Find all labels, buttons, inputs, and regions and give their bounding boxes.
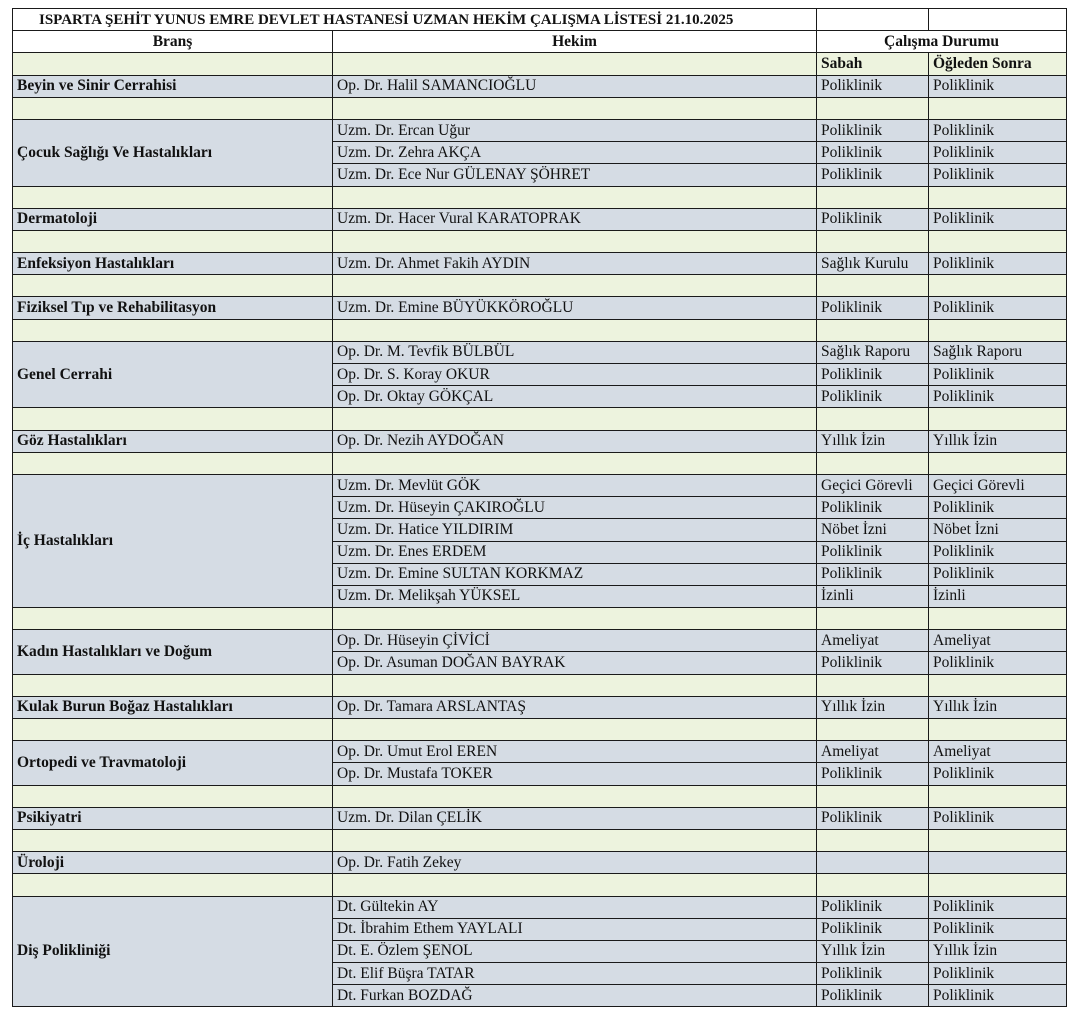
spacer-cell — [333, 230, 817, 252]
spacer-cell — [817, 319, 929, 341]
spacer-cell — [13, 785, 333, 807]
doctor-name: Op. Dr. M. Tevfik BÜLBÜL — [333, 341, 817, 363]
afternoon-status: Poliklinik — [929, 652, 1067, 674]
spacer-cell — [333, 275, 817, 297]
spacer-row — [13, 674, 1067, 696]
spacer-cell — [333, 186, 817, 208]
spacer-cell — [817, 230, 929, 252]
afternoon-status: Poliklinik — [929, 164, 1067, 186]
doctor-name: Op. Dr. Hüseyin ÇİVİCİ — [333, 630, 817, 652]
branch-name: Kulak Burun Boğaz Hastalıkları — [13, 696, 333, 718]
morning-status: Poliklinik — [817, 541, 929, 563]
title-empty-cell — [817, 9, 929, 31]
spacer-cell — [929, 608, 1067, 630]
spacer-cell — [929, 829, 1067, 851]
doctor-name: Uzm. Dr. Ahmet Fakih AYDIN — [333, 253, 817, 275]
title-empty-cell — [929, 9, 1067, 31]
spacer-cell — [817, 452, 929, 474]
spacer-cell — [929, 452, 1067, 474]
morning-status: Ameliyat — [817, 630, 929, 652]
doctor-name: Op. Dr. Umut Erol EREN — [333, 741, 817, 763]
afternoon-status: Poliklinik — [929, 364, 1067, 386]
spacer-cell — [929, 275, 1067, 297]
afternoon-status: Poliklinik — [929, 208, 1067, 230]
morning-status: Geçici Görevli — [817, 474, 929, 496]
afternoon-status: Poliklinik — [929, 763, 1067, 785]
morning-status: Poliklinik — [817, 918, 929, 940]
doctor-row — [13, 474, 1067, 496]
branch-name: Psikiyatri — [13, 807, 333, 829]
spacer-row — [13, 608, 1067, 630]
morning-status: Yıllık İzin — [817, 430, 929, 452]
spacer-cell — [929, 674, 1067, 696]
doctor-name: Dt. E. Özlem ŞENOL — [333, 940, 817, 962]
subheader-empty-cell — [13, 53, 333, 75]
doctor-name: Uzm. Dr. Enes ERDEM — [333, 541, 817, 563]
spacer-cell — [817, 408, 929, 430]
spacer-cell — [333, 874, 817, 896]
spacer-row — [13, 230, 1067, 252]
doctor-row — [13, 741, 1067, 763]
spacer-cell — [929, 719, 1067, 741]
branch-name: Enfeksiyon Hastalıkları — [13, 253, 333, 275]
doctor-row — [13, 253, 1067, 275]
spacer-cell — [817, 674, 929, 696]
afternoon-status: Ameliyat — [929, 630, 1067, 652]
spacer-cell — [13, 408, 333, 430]
morning-status: Sağlık Kurulu — [817, 253, 929, 275]
doctor-name: Op. Dr. Asuman DOĞAN BAYRAK — [333, 652, 817, 674]
afternoon-status — [929, 852, 1067, 874]
doctor-name: Dt. Gültekin AY — [333, 896, 817, 918]
doctor-row — [13, 75, 1067, 97]
morning-status: Poliklinik — [817, 807, 929, 829]
afternoon-status: Poliklinik — [929, 386, 1067, 408]
spacer-cell — [333, 674, 817, 696]
doctor-name: Uzm. Dr. Hacer Vural KARATOPRAK — [333, 208, 817, 230]
spacer-cell — [13, 829, 333, 851]
doctor-name: Uzm. Dr. Melikşah YÜKSEL — [333, 585, 817, 607]
doctor-row — [13, 807, 1067, 829]
spacer-cell — [929, 319, 1067, 341]
doctor-row — [13, 696, 1067, 718]
doctor-name: Op. Dr. Oktay GÖKÇAL — [333, 386, 817, 408]
morning-status: Poliklinik — [817, 364, 929, 386]
doctor-row — [13, 208, 1067, 230]
morning-status: Poliklinik — [817, 963, 929, 985]
spacer-cell — [13, 319, 333, 341]
afternoon-status: Sağlık Raporu — [929, 341, 1067, 363]
morning-status: Poliklinik — [817, 896, 929, 918]
doctor-name: Dt. Furkan BOZDAĞ — [333, 985, 817, 1007]
morning-status — [817, 852, 929, 874]
spacer-row — [13, 319, 1067, 341]
spacer-cell — [817, 829, 929, 851]
spacer-row — [13, 275, 1067, 297]
morning-status: Ameliyat — [817, 741, 929, 763]
morning-status: Nöbet İzni — [817, 519, 929, 541]
spacer-cell — [929, 230, 1067, 252]
afternoon-status: Poliklinik — [929, 497, 1067, 519]
spacer-cell — [929, 97, 1067, 119]
branch-name: Fiziksel Tıp ve Rehabilitasyon — [13, 297, 333, 319]
branch-name: Çocuk Sağlığı Ve Hastalıkları — [13, 119, 333, 186]
doctor-name: Dt. İbrahim Ethem YAYLALI — [333, 918, 817, 940]
doctor-name: Op. Dr. Nezih AYDOĞAN — [333, 430, 817, 452]
morning-status: Poliklinik — [817, 763, 929, 785]
afternoon-status: Yıllık İzin — [929, 940, 1067, 962]
page-title: ISPARTA ŞEHİT YUNUS EMRE DEVLET HASTANESİ UZMAN HEKİM ÇALIŞMA LİSTESİ 21.10.2025 — [13, 9, 817, 31]
morning-status: Poliklinik — [817, 297, 929, 319]
schedule-table — [12, 8, 1067, 1007]
morning-status: Yıllık İzin — [817, 940, 929, 962]
doctor-row — [13, 852, 1067, 874]
doctor-name: Op. Dr. Fatih Zekey — [333, 852, 817, 874]
spacer-cell — [333, 785, 817, 807]
doctor-name: Uzm. Dr. Mevlüt GÖK — [333, 474, 817, 496]
doctor-row — [13, 630, 1067, 652]
doctor-name: Uzm. Dr. Zehra AKÇA — [333, 142, 817, 164]
doctor-row — [13, 430, 1067, 452]
branch-name: Diş Polikliniği — [13, 896, 333, 1007]
doctor-row — [13, 896, 1067, 918]
branch-name: Üroloji — [13, 852, 333, 874]
spacer-cell — [817, 874, 929, 896]
afternoon-status: Ameliyat — [929, 741, 1067, 763]
spacer-row — [13, 719, 1067, 741]
schedule-body — [13, 9, 1067, 1007]
header-sabah: Sabah — [817, 53, 929, 75]
branch-name: Beyin ve Sinir Cerrahisi — [13, 75, 333, 97]
afternoon-status: Poliklinik — [929, 985, 1067, 1007]
afternoon-status: Yıllık İzin — [929, 696, 1067, 718]
doctor-name: Uzm. Dr. Hatice YILDIRIM — [333, 519, 817, 541]
afternoon-status: Poliklinik — [929, 253, 1067, 275]
spacer-cell — [929, 874, 1067, 896]
spacer-cell — [817, 608, 929, 630]
spacer-cell — [817, 97, 929, 119]
afternoon-status: Poliklinik — [929, 75, 1067, 97]
morning-status: Poliklinik — [817, 75, 929, 97]
afternoon-status: Poliklinik — [929, 963, 1067, 985]
branch-name: İç Hastalıkları — [13, 474, 333, 607]
morning-status: Poliklinik — [817, 208, 929, 230]
spacer-cell — [333, 97, 817, 119]
spacer-cell — [929, 408, 1067, 430]
spacer-cell — [929, 785, 1067, 807]
spacer-cell — [13, 674, 333, 696]
doctor-name: Op. Dr. Mustafa TOKER — [333, 763, 817, 785]
doctor-name: Uzm. Dr. Emine SULTAN KORKMAZ — [333, 563, 817, 585]
doctor-name: Dt. Elif Büşra TATAR — [333, 963, 817, 985]
afternoon-status: Poliklinik — [929, 142, 1067, 164]
header-calisma-durumu: Çalışma Durumu — [817, 31, 1067, 53]
spacer-cell — [817, 719, 929, 741]
spacer-cell — [13, 874, 333, 896]
subheader-row — [13, 53, 1067, 75]
spacer-cell — [13, 719, 333, 741]
spacer-row — [13, 452, 1067, 474]
spacer-row — [13, 408, 1067, 430]
subheader-empty-cell — [333, 53, 817, 75]
morning-status: Poliklinik — [817, 142, 929, 164]
branch-name: Kadın Hastalıkları ve Doğum — [13, 630, 333, 674]
afternoon-status: Poliklinik — [929, 896, 1067, 918]
header-row — [13, 31, 1067, 53]
morning-status: Poliklinik — [817, 652, 929, 674]
branch-name: Genel Cerrahi — [13, 341, 333, 408]
spacer-cell — [333, 319, 817, 341]
header-brans: Branş — [13, 31, 333, 53]
morning-status: Sağlık Raporu — [817, 341, 929, 363]
spacer-cell — [929, 186, 1067, 208]
afternoon-status: Poliklinik — [929, 918, 1067, 940]
doctor-name: Op. Dr. Tamara ARSLANTAŞ — [333, 696, 817, 718]
morning-status: Yıllık İzin — [817, 696, 929, 718]
spacer-cell — [13, 97, 333, 119]
morning-status: Poliklinik — [817, 563, 929, 585]
spacer-cell — [333, 608, 817, 630]
spacer-cell — [817, 275, 929, 297]
doctor-row — [13, 341, 1067, 363]
spacer-row — [13, 785, 1067, 807]
spacer-cell — [13, 230, 333, 252]
spacer-cell — [333, 829, 817, 851]
spacer-row — [13, 829, 1067, 851]
afternoon-status: Poliklinik — [929, 807, 1067, 829]
branch-name: Göz Hastalıkları — [13, 430, 333, 452]
doctor-name: Uzm. Dr. Emine BÜYÜKKÖROĞLU — [333, 297, 817, 319]
header-ogleden-sonra: Öğleden Sonra — [929, 53, 1067, 75]
spacer-row — [13, 874, 1067, 896]
spacer-cell — [333, 719, 817, 741]
morning-status: Poliklinik — [817, 119, 929, 141]
morning-status: İzinli — [817, 585, 929, 607]
doctor-name: Uzm. Dr. Ercan Uğur — [333, 119, 817, 141]
morning-status: Poliklinik — [817, 497, 929, 519]
spacer-cell — [13, 275, 333, 297]
doctor-name: Uzm. Dr. Hüseyin ÇAKIROĞLU — [333, 497, 817, 519]
doctor-name: Uzm. Dr. Ece Nur GÜLENAY ŞÖHRET — [333, 164, 817, 186]
doctor-name: Op. Dr. Halil SAMANCIOĞLU — [333, 75, 817, 97]
spacer-cell — [817, 186, 929, 208]
morning-status: Poliklinik — [817, 386, 929, 408]
branch-name: Dermatoloji — [13, 208, 333, 230]
spacer-cell — [333, 408, 817, 430]
spacer-cell — [817, 785, 929, 807]
spacer-cell — [13, 452, 333, 474]
spacer-cell — [13, 186, 333, 208]
afternoon-status: Poliklinik — [929, 297, 1067, 319]
afternoon-status: Poliklinik — [929, 563, 1067, 585]
spacer-cell — [13, 608, 333, 630]
morning-status: Poliklinik — [817, 985, 929, 1007]
doctor-name: Op. Dr. S. Koray OKUR — [333, 364, 817, 386]
afternoon-status: İzinli — [929, 585, 1067, 607]
spacer-cell — [333, 452, 817, 474]
spacer-row — [13, 186, 1067, 208]
header-hekim: Hekim — [333, 31, 817, 53]
afternoon-status: Yıllık İzin — [929, 430, 1067, 452]
doctor-row — [13, 297, 1067, 319]
afternoon-status: Nöbet İzni — [929, 519, 1067, 541]
doctor-row — [13, 119, 1067, 141]
title-row — [13, 9, 1067, 31]
afternoon-status: Geçici Görevli — [929, 474, 1067, 496]
branch-name: Ortopedi ve Travmatoloji — [13, 741, 333, 785]
afternoon-status: Poliklinik — [929, 119, 1067, 141]
doctor-name: Uzm. Dr. Dilan ÇELİK — [333, 807, 817, 829]
morning-status: Poliklinik — [817, 164, 929, 186]
spacer-row — [13, 97, 1067, 119]
afternoon-status: Poliklinik — [929, 541, 1067, 563]
